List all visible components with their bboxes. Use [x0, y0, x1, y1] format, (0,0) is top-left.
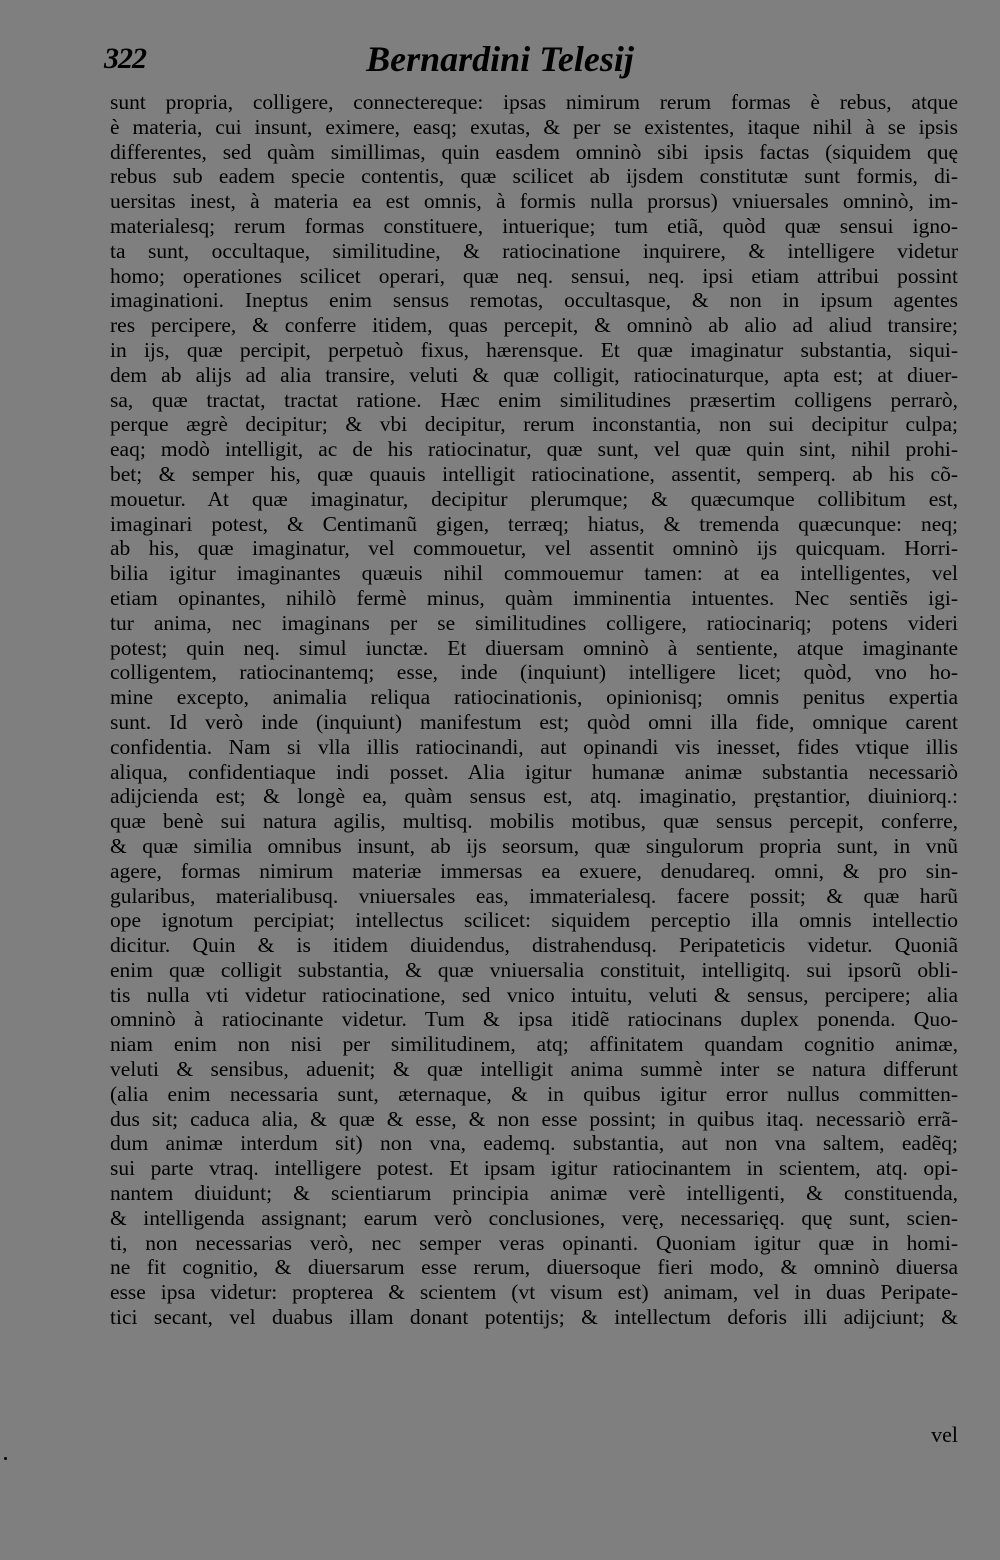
- text-line: ne fit cognitio, & diuersarum esse rerum, diuersoque fieri modo, & omninò diuersa: [110, 1255, 958, 1280]
- text-line: (alia enim necessaria sunt, æternaque, & in quibus igitur error nullus committen-: [110, 1081, 958, 1106]
- text-line: & quæ similia omnibus insunt, ab ijs seorsum, quæ singulorum propria sunt, in vnũ: [110, 833, 958, 858]
- text-line: res percipere, & conferre itidem, quas percepit, & omninò ab alio ad aliud transire;: [110, 313, 958, 338]
- text-line: differentes, sed quàm simillimas, quin easdem omninò sibi ipsis factas (siquidem quę: [110, 139, 958, 164]
- text-line: perque ægrè decipitur; & vbi decipitur, rerum inconstantia, non sui decipitur culpa;: [110, 412, 958, 437]
- text-line: niam enim non nisi per similitudinem, atq; affinitatem quandam cognitio animæ,: [110, 1032, 958, 1057]
- catchword: vel: [931, 1422, 958, 1447]
- text-line: è materia, cui insunt, eximere, easq; exutas, & per se existentes, itaque nihil à se ipsis: [110, 114, 958, 139]
- text-line: materialesq; rerum formas constituere, intuerique; tum etiã, quòd quæ sensui igno-: [110, 213, 958, 238]
- text-line: dem ab alijs ad alia transire, veluti & quæ colligit, ratiocinaturque, apta est; at diuer-: [110, 362, 958, 387]
- body-text: [110, 90, 958, 1330]
- text-line: dus sit; caduca alia, & quæ & esse, & non esse possint; in quibus itaq. necessariò errã-: [110, 1106, 958, 1131]
- text-line: omninò à ratiocinante videtur. Tum & ipsa itidẽ ratiocinans duplex ponenda. Quo-: [110, 1007, 958, 1032]
- text-line: esse ipsa videtur: propterea & scientem (vt visum est) animam, vel in duas Peripate-: [110, 1280, 958, 1305]
- page-number: 322: [104, 42, 146, 75]
- text-line: rebus sub eadem specie contentis, quæ scilicet ab ijsdem constitutæ sunt formis, di-: [110, 164, 958, 189]
- text-line: confidentia. Nam si vlla illis ratiocinandi, aut opinandi vis inesset, fides vtique illis: [110, 734, 958, 759]
- text-line: colligentem, ratiocinantemq; esse, inde (inquiunt) intelligere licet; quòd, vno ho-: [110, 660, 958, 685]
- text-line: enim quæ colligit substantia, & quæ vniuersalia constituit, intelligitq. sui ipsorũ obli-: [110, 957, 958, 982]
- text-line: ti, non necessarias verò, nec semper veras opinanti. Quoniam igitur quæ in homi-: [110, 1230, 958, 1255]
- text-line: bet; & semper his, quæ quauis intelligit ratiocinatione, assentit, semperq. ab his cõ-: [110, 461, 958, 486]
- text-line: eaq; modò intelligit, ac de his ratiocinatur, quæ sunt, vel quæ quin sint, nihil prohi-: [110, 437, 958, 462]
- text-line: in ijs, quæ percipit, perpetuò fixus, hærensque. Et quæ imaginatur substantia, siqui-: [110, 337, 958, 362]
- text-line: dum animæ interdum sit) non vna, eademq. substantia, aut non vna saltem, eadẽq;: [110, 1131, 958, 1156]
- text-line: mouetur. At quæ imaginatur, decipitur plerumque; & quæcumque collibitum est,: [110, 486, 958, 511]
- text-line: sui parte vtraq. intelligere potest. Et ipsam igitur ratiocinantem in scientem, atq. opi-: [110, 1156, 958, 1181]
- text-line: tur anima, nec imaginans per se similitudines colligere, ratiocinariq; potens videri: [110, 610, 958, 635]
- stray-mark: [4, 1457, 7, 1460]
- text-line: potest; quin neq. simul iunctæ. Et diuersam omninò à sentiente, atque imaginante: [110, 635, 958, 660]
- text-line: nantem diuidunt; & scientiarum principia animæ verè intelligenti, & constituenda,: [110, 1181, 958, 1206]
- text-line: veluti & sensibus, aduenit; & quæ intelligit anima summè inter se natura differunt: [110, 1057, 958, 1082]
- text-line: tis nulla vti videtur ratiocinatione, sed vnico intuitu, veluti & sensus, percipere; alia: [110, 982, 958, 1007]
- text-line: aliqua, confidentiaque indi posset. Alia igitur humanæ animæ substantia necessariò: [110, 759, 958, 784]
- text-line: ab his, quæ imaginatur, vel commouetur, vel assentit omninò ijs quicquam. Horri-: [110, 536, 958, 561]
- text-line: adijcienda est; & longè ea, quàm sensus est, atq. imaginatio, pręstantior, diuiniorq.:: [110, 784, 958, 809]
- text-line: sunt. Id verò inde (inquiunt) manifestum est; quòd omni illa fide, omnique carent: [110, 709, 958, 734]
- text-line: ta sunt, occultaque, similitudine, & ratiocinatione inquirere, & intelligere videtur: [110, 238, 958, 263]
- text-line: gularibus, materialibusq. vniuersales eas, immaterialesq. facere possit; & quæ harũ: [110, 883, 958, 908]
- text-line: sunt propria, colligere, connectereque: ipsas nimirum rerum formas è rebus, atque: [110, 90, 958, 114]
- text-line: homo; operationes scilicet operari, quæ neq. sensui, neq. ipsi etiam attribui possint: [110, 263, 958, 288]
- text-line: agere, formas nimirum materiæ immersas ea exuere, denudareq. omni, & pro sin-: [110, 858, 958, 883]
- text-line: imaginari potest, & Centimanũ gigen, terræq; hiatus, & tremenda quæcunque: neq;: [110, 511, 958, 536]
- text-line: uersitas inest, à materia ea est omnis, à formis nulla prorsus) vniuersales omninò, im-: [110, 189, 958, 214]
- text-line: tici secant, vel duabus illam donant potentijs; & intellectum deforis illi adijciunt; &: [110, 1305, 958, 1330]
- text-line: bilia igitur imaginantes quæuis nihil commouemur tamen: at ea intelligentes, vel: [110, 561, 958, 586]
- text-line: dicitur. Quin & is itidem diuidendus, distrahendusq. Peripateticis videtur. Quoniã: [110, 933, 958, 958]
- text-line: imaginationi. Ineptus enim sensus remotas, occultasque, & non in ipsum agentes: [110, 288, 958, 313]
- text-line: mine excepto, animalia reliqua ratiocinationis, opinionisq; omnis penitus expertia: [110, 685, 958, 710]
- running-title: Bernardini Telesij: [366, 39, 634, 79]
- text-line: & intelligenda assignant; earum verò conclusiones, verę, necessarięq. quę sunt, scien-: [110, 1205, 958, 1230]
- text-line: etiam opinantes, nihilò fermè minus, quàm imminentia intuentes. Nec sentiẽs igi-: [110, 585, 958, 610]
- text-line: ope ignotum percipiat; intellectus scilicet: siquidem perceptio illa omnis intellectio: [110, 908, 958, 933]
- text-line: sa, quæ tractat, tractat ratione. Hæc enim similitudines præsertim colligens perrarò,: [110, 387, 958, 412]
- text-line: quæ benè sui natura agilis, multisq. mobilis motibus, quæ sensus percepit, conferre,: [110, 809, 958, 834]
